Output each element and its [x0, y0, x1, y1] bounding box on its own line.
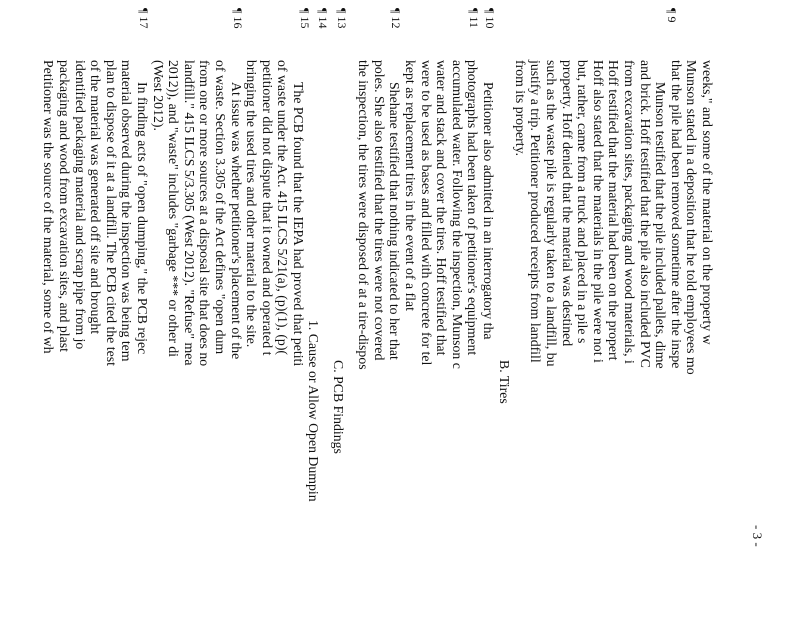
section-heading: B. Tires [497, 360, 512, 404]
paragraph-marker: ¶ 17 [137, 8, 151, 29]
text-line: but, rather, came from a truck and placed in a pile s [575, 60, 591, 344]
text-line: The PCB found that the IEPA had proved that petiti [291, 82, 306, 367]
text-line: weeks," and some of the material on the property w [700, 60, 715, 345]
text-line: material observed during the inspection was being tem [119, 60, 135, 362]
text-line: In finding acts of "open dumping," the PCB rejec [135, 82, 150, 355]
paragraph-marker: ¶ 12 [389, 8, 403, 29]
text-line: justify a trip. Petitioner produced receipts from landfill [528, 60, 544, 363]
text-line: such as the waste pile is regularly taken to a landfill, bu [544, 60, 559, 367]
text-line: property. Hoff denied that the material was destined [559, 60, 575, 347]
text-line: the inspection, the tires were disposed of at a tire-dispos [356, 60, 372, 370]
text-line: bringing the used tires and other material to the site. [244, 60, 260, 348]
text-line: identified packaging material and scrap pipe from jo [72, 60, 88, 350]
text-line: Petitioner was the source of the material, some of wh [41, 60, 57, 354]
text-line: from one or more sources at a disposal site that does no [197, 60, 213, 367]
text-line: accumulated water. Following the inspection, Munson c [449, 60, 465, 369]
text-line: Munson stated in a deposition that he told employees mo [684, 60, 700, 375]
text-line: 2012)), and "waste" includes "garbage *** or other di [166, 60, 182, 357]
paragraph-marker: ¶ 16 [231, 8, 245, 29]
text-line: Petitioner also admitted in an interrogatory tha [481, 82, 496, 340]
subsection-heading: 1. Cause or Allow Open Dumpin [306, 320, 321, 502]
text-line: kept as replacement tires in the event of a flat [403, 60, 418, 311]
text-line: (West 2012). [150, 60, 166, 131]
paragraph-marker: ¶ 15 [298, 8, 312, 29]
text-line: and brick. Hoff testified that the pile also included PVC [637, 60, 653, 368]
paragraph-marker: ¶ 13 [335, 8, 349, 29]
paragraph-marker: ¶ 11 [467, 8, 481, 28]
text-line: of waste. Section 3.305 of the Act defines "open dum [213, 60, 228, 355]
rotated-text-block [41, 8, 765, 618]
text-line: from its property. [512, 60, 528, 157]
text-line: of waste under the Act. 415 ILCS 5/21(a), (p)(1), (p)( [275, 60, 291, 356]
paragraph-marker: ¶ 14 [316, 8, 330, 29]
paragraph-marker: ¶ 9 [665, 8, 679, 23]
page-number: - 3 - [750, 525, 765, 547]
section-heading: C. PCB Findings [331, 360, 346, 454]
text-line: Munson testified that the pile included pallets, dime [653, 82, 669, 369]
text-line: photographs had been taken of petitioner's equipment [465, 60, 481, 356]
text-line: from excavation sites, packaging and wood materials, i [622, 60, 637, 364]
text-line: packaging and wood from excavation sites, and plast [57, 60, 72, 352]
text-line: Shehane testified that nothing indicated to her that [387, 82, 403, 360]
paragraph-marker: ¶ 10 [483, 8, 497, 29]
text-line: of the material was generated off site and brought [88, 60, 104, 335]
text-line: At issue was whether petitioner's placement of the [228, 82, 244, 360]
text-line: that the pile had been removed sometime after the inspe [668, 60, 684, 369]
text-line: landfill." 415 ILCS 5/3.305 (West 2012). "Refuse" mea [181, 60, 197, 366]
text-line: Hoff also stated that the materials in the pile were not i [590, 60, 606, 363]
text-line: plan to dispose of it at a landfill. The PCB cited the test [103, 60, 119, 366]
text-line: poles. She also testified that the tires were not covered [371, 60, 387, 361]
text-line: Hoff testified that the material had been on the propert [606, 60, 622, 361]
text-line: were to be used as bases and filled with concrete for tel [418, 60, 434, 366]
text-line: petitioner did not dispute that it owned and operated t [259, 60, 275, 356]
text-line: water and stack and cover the tires. Hoff testified that [434, 60, 450, 356]
